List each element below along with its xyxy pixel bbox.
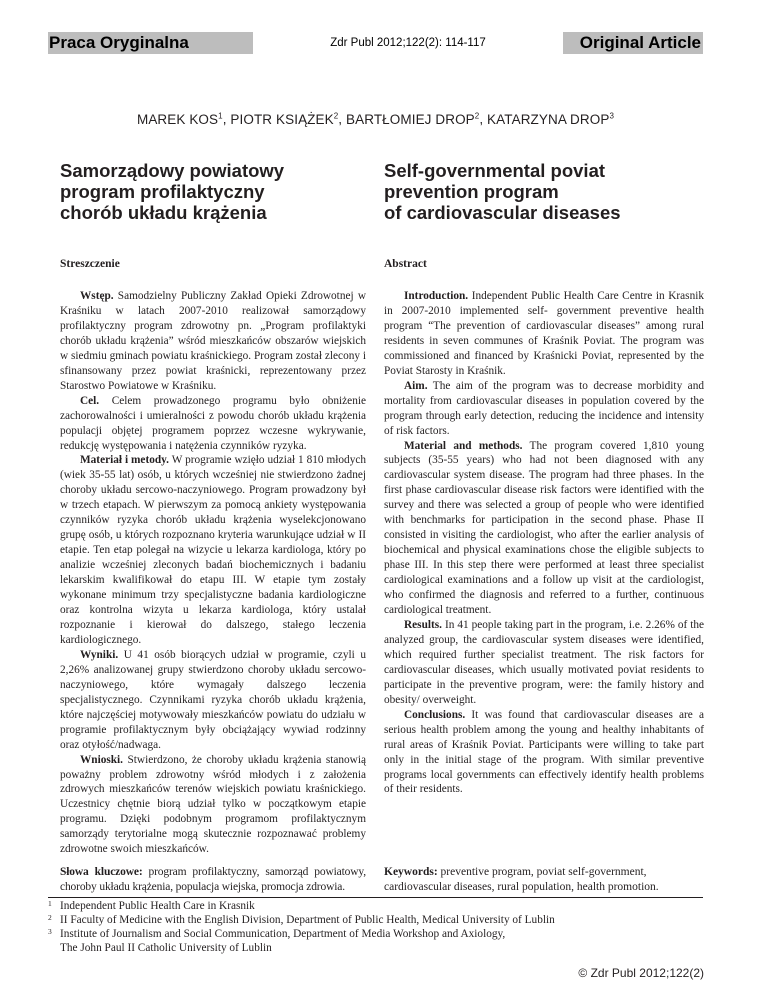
author: KATARZYNA DROP$^3$ (487, 111, 615, 127)
article-type-label-pl: Praca Oryginalna (49, 33, 189, 52)
affiliations (48, 899, 703, 955)
abstract-body (384, 289, 704, 797)
streszczenie-body (60, 289, 366, 857)
keywords-english: Keywords: preventive program, poviat self-government, cardiovascular diseases, rural population, health promotion. (384, 866, 659, 893)
paragraph-aim: Aim. The aim of the program was to decrease morbidity and mortality from cardiovascular diseases in population covered by the program through early detection, reducing the incidence and intensity of risk factors. (384, 379, 704, 437)
author-list: MAREK KOS$^1$, PIOTR KSIĄŻEK$^2$, BARTŁOMIEJ DROP$^2$, KATARZYNA DROP$^3$ (136, 111, 615, 127)
journal-citation: Zdr Publ 2012;122(2): 114-117 (330, 37, 486, 49)
paragraph-wstep: Wstęp. Samodzielny Publiczny Zakład Opieki Zdrowotnej w Kraśniku w latach 2007-2010 realizował samorządowy profilaktyczny program zdrowotny pn. „Program profilaktyki chorób układu krążenia” wśród mieszkańców obszarów wiejskich w siedmiu gminach powiatu kraśnickiego. Program został zlecony i sfinansowany przez powiat kraśnicki, reprezentowany przez Starostwo Powiatowe w Kraśniku. (60, 290, 366, 392)
footnote-divider (48, 897, 703, 898)
affiliation-1: 1 Independent Public Health Care in Krasnik (48, 899, 255, 912)
page-header (48, 32, 703, 54)
page-footer-copyright: © Zdr Publ 2012;122(2) (578, 966, 704, 980)
paragraph-conclusions: Conclusions. It was found that cardiovascular diseases are a serious health problem among the young and healthy inhabitants of rural areas of Kraśnik Poviat. Participants were willing to take part only in the initial stage of the program. With similar preventive programs local governments can effectively identify health problems of their residents. (384, 708, 704, 796)
article-type-label-box-en (563, 32, 703, 54)
paragraph-cel: Cel. Celem prowadzonego programu było obniżenie zachorowalności i umieralności z powodu chorób układu krążenia populacji objętej programem poprzez wczesne wykrywanie, redukcję występowania i natężenia czynników ryzyka. (60, 394, 366, 452)
streszczenie-heading: Streszczenie (60, 258, 120, 270)
paragraph-wyniki: Wyniki. U 41 osób biorących udział w programie, czyli u 2,26% analizowanej grupy stwierdzono choroby układu sercowo-naczyniowego, które wymagały dalszego leczenia specjalistycznego. Czynnikami ryzyka chorób układu krążenia, które najczęściej motywowały mieszkańców powiatu do udziału w programie profilaktycznym były obciążający wywiad rodzinny oraz otyłość/nadwaga. (60, 648, 366, 751)
title-english: Self-governmental poviat prevention program of cardiovascular diseases (384, 160, 621, 223)
paragraph-results: Results. In 41 people taking part in the program, i.e. 2.26% of the analyzed group, the cardiovascular system diseases were identified, which required further specialist treatment. The risk factors for cardiovascular diseases, which usually motivated poviat residents to participate in the preventive program, were: the family history and obesity/ overweight. (384, 618, 704, 706)
paragraph-introduction: Introduction. Independent Public Health Care Centre in Krasnik in 2007-2010 implemented self- government preventive health program “The prevention of cardiovascular diseases” among rural residents in seven communes of Kraśnik Poviat. The program was commissioned and financed by Kraśnicki Poviat, represented by the Poviat Starosty in Kraśnik. (384, 290, 704, 377)
paragraph-wnioski: Wnioski. Stwierdzono, że choroby układu krążenia stanowią poważny problem zdrowotny wśród młodych i z założenia zdrowych mieszkańców terenów wiejskich powiatu kraśnickiego. Uczestnicy chętnie biorą udział tylko w początkowym etapie programu. Dzięki podobnym programom profilaktycznym samorządy terytorialne mogą skutecznie rozpoznawać problemy zdrowotne swoich mieszkańców. (60, 753, 366, 856)
paragraph-material-methods: Material and methods. The program covered 1,810 young subjects (35-55 years) who had not been diagnosed with any cardiovascular system disease. The program had three phases. In the first phase cardiovascular disease risk factors were identified with the survey and there was selected a group of people who were identified with benchmarks for participation in the second phase. Phase II consisted in visiting the cardiologist, who after the earlier analysis of biochemical and physical examinations chose the eligible subjects to phase III. In this step there were performed at least three specialist cardiological examinations and a follow up visit at the cardiologist, who confirmed the diagnosis and referred to a further, continuous cardiological treatment. (384, 439, 704, 617)
affiliation-2: 2 II Faculty of Medicine with the English Division, Department of Public Health, Medical University of Lublin (48, 913, 555, 926)
keywords-polish: Słowa kluczowe: program profilaktyczny, samorząd powiatowy, choroby układu krążenia, populacja wiejska, promocja zdrowia. (60, 866, 366, 893)
article-type-label-en: Original Article (579, 33, 701, 52)
abstract-heading: Abstract (384, 258, 427, 270)
affiliation-3: 3 Institute of Journalism and Social Communication, Department of Media Workshop and Axiology, The John Paul II Catholic University of Lublin (48, 927, 506, 954)
author: MAREK KOS$^1$ (136, 111, 223, 127)
author: BARTŁOMIEJ DROP$^2$ (346, 111, 480, 127)
article-type-label-box (48, 32, 253, 54)
title-polish: Samorządowy powiatowy program profilaktyczny chorób układu krążenia (60, 160, 285, 223)
author: PIOTR KSIĄŻEK$^2$ (230, 111, 339, 127)
paragraph-material-metody: Materiał i metody. W programie wzięło udział 1 810 młodych (wiek 35-55 lat) osób, u których wcześniej nie stwierdzono żadnej choroby układu sercowo-naczyniowego. Program prowadzony był w trzech etapach. W pierwszym za pomocą ankiety występowania czynników ryzyka chorób układu krążenia wyselekcjonowano grupę osób, u których rozpoznano kryteria warunkujące udział w II etapie. Ten etap polegał na wizycie u lekarza kardiologa, który po analizie wcześniej zleconych badań biochemicznych i badaniu lekarskim kwalifikował do etapu III. W etapie tym zostały wykonane minimum trzy specjalistyczne badania kardiologiczne oraz kontrolna wizyta u lekarza kardiologa, który ustalał rozpoznanie i kierował do dalszego, stałego leczenia kardiologicznego. (60, 454, 367, 646)
